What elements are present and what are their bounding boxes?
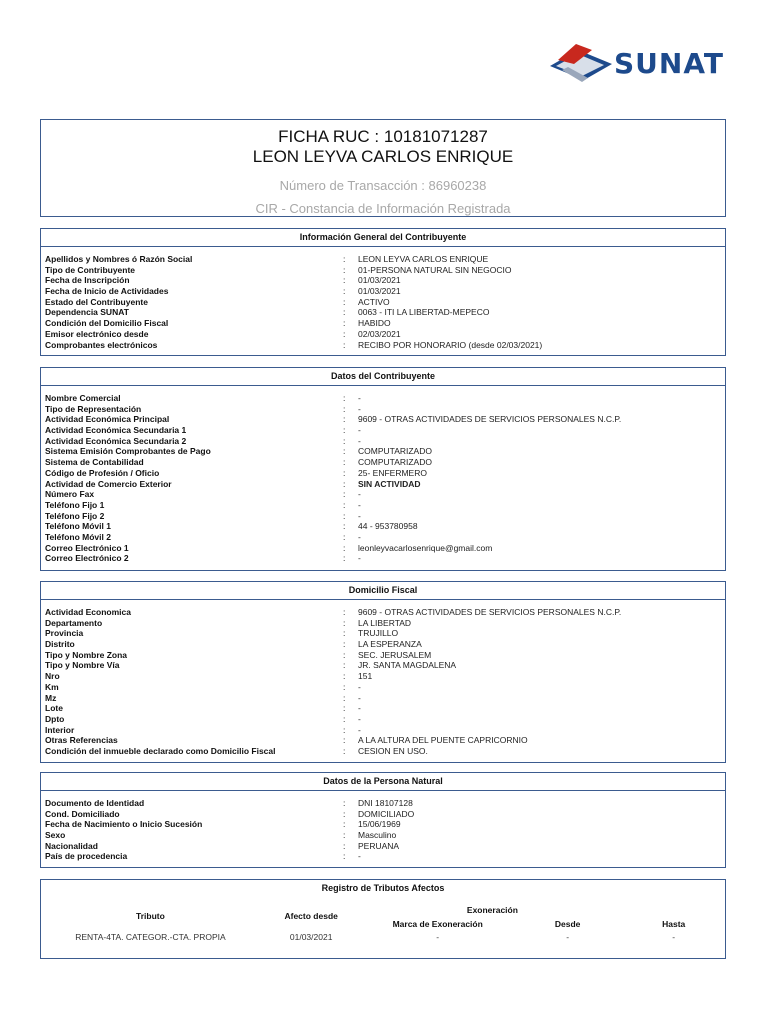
field-label: Sistema de Contabilidad (45, 457, 144, 468)
field-label: Fecha de Inscripción (45, 275, 130, 286)
field-label: Mz (45, 692, 57, 703)
field-label: Km (45, 681, 59, 692)
field-value: RECIBO POR HONORARIO (desde 02/03/2021) (358, 339, 543, 350)
field-separator: : (343, 254, 346, 264)
field-value: - (358, 531, 361, 542)
section-informacion-general (40, 228, 726, 356)
field-value: HABIDO (358, 318, 391, 329)
field-value: 01-PERSONA NATURAL SIN NEGOCIO (358, 264, 512, 275)
sunat-emblem-icon (548, 40, 614, 90)
col-header-marca-exoneracion: Marca de Exoneración (392, 919, 483, 929)
info-row (45, 682, 721, 693)
field-label: Teléfono Fijo 1 (45, 499, 105, 510)
field-separator: : (343, 414, 346, 425)
field-separator: : (343, 553, 346, 564)
field-label: Fecha de Inicio de Actividades (45, 286, 169, 297)
info-row (45, 830, 721, 841)
info-row (45, 318, 721, 329)
field-separator: : (343, 328, 346, 339)
field-separator: : (343, 264, 346, 275)
field-separator: : (343, 296, 346, 307)
field-label: Teléfono Móvil 1 (45, 521, 111, 532)
field-label: Actividad de Comercio Exterior (45, 478, 172, 489)
field-value: 02/03/2021 (358, 328, 401, 339)
field-value: CESION EN USO. (358, 745, 428, 756)
field-label: Comprobantes electrónicos (45, 339, 158, 350)
field-value: TRUJILLO (358, 628, 399, 639)
field-value: - (358, 724, 361, 735)
field-label: Cond. Domiciliado (45, 808, 120, 819)
field-separator: : (343, 735, 346, 746)
info-row (45, 798, 721, 809)
info-row (45, 265, 721, 276)
field-separator: : (343, 798, 346, 808)
col-header-hasta: Hasta (662, 919, 686, 929)
section-title: Domicilio Fiscal (41, 582, 725, 600)
ficha-header (40, 119, 726, 217)
field-separator: : (343, 713, 346, 724)
field-label: Distrito (45, 639, 75, 650)
info-row (45, 735, 721, 746)
field-separator: : (343, 393, 346, 403)
field-separator: : (343, 542, 346, 553)
info-row (45, 553, 721, 564)
field-value: - (358, 435, 361, 446)
info-row (45, 479, 721, 490)
col-header-desde: Desde (554, 919, 581, 929)
info-rows (41, 247, 725, 353)
field-separator: : (343, 307, 346, 318)
section-datos-contribuyente (40, 367, 726, 571)
field-value: A LA ALTURA DEL PUENTE CAPRICORNIO (358, 735, 528, 746)
info-row (45, 340, 721, 351)
info-row (45, 436, 721, 447)
field-separator: : (343, 339, 346, 350)
field-separator: : (343, 830, 346, 841)
field-separator: : (343, 692, 346, 703)
field-separator: : (343, 660, 346, 671)
field-value: JR. SANTA MAGDALENA (358, 660, 457, 671)
field-label: Actividad Económica Secundaria 2 (45, 435, 187, 446)
field-label: Número Fax (45, 489, 95, 500)
field-separator: : (343, 851, 346, 862)
field-value: leonleyvacarlosenrique@gmail.com (358, 542, 493, 553)
info-row (45, 500, 721, 511)
field-value: - (358, 489, 361, 500)
transaction-number: Número de Transacción : 86960238 (279, 178, 487, 193)
info-row (45, 307, 721, 318)
table-row (41, 929, 725, 945)
info-row (45, 819, 721, 830)
field-value: SEC. JERUSALEM (358, 649, 432, 660)
field-label: Emisor electrónico desde (45, 328, 149, 339)
field-separator: : (343, 499, 346, 510)
field-label: Provincia (45, 628, 84, 639)
field-value: - (358, 393, 361, 403)
field-label: Correo Electrónico 2 (45, 553, 129, 564)
field-separator: : (343, 489, 346, 500)
field-label: Actividad Económica Secundaria 1 (45, 425, 187, 436)
field-value: - (358, 403, 361, 414)
field-label: Tipo de Representación (45, 403, 142, 414)
section-title: Datos de la Persona Natural (41, 773, 725, 791)
field-label: Lote (45, 703, 63, 714)
info-row (45, 746, 721, 757)
cell-marca: - (436, 932, 440, 942)
info-row (45, 650, 721, 661)
field-separator: : (343, 510, 346, 521)
field-label: Apellidos y Nombres ó Razón Social (45, 254, 193, 264)
field-label: Interior (45, 724, 75, 735)
field-separator: : (343, 819, 346, 830)
field-label: Código de Profesión / Oficio (45, 467, 160, 478)
field-separator: : (343, 671, 346, 682)
field-label: Condición del inmueble declarado como Domicilio Fiscal (45, 745, 276, 756)
field-label: Documento de Identidad (45, 798, 145, 808)
info-rows (41, 600, 725, 760)
field-value: DNI 18107128 (358, 798, 413, 808)
field-separator: : (343, 425, 346, 436)
info-row (45, 671, 721, 682)
field-value: 44 - 953780958 (358, 521, 418, 532)
info-row (45, 297, 721, 308)
field-separator: : (343, 435, 346, 446)
info-row (45, 521, 721, 532)
info-row (45, 425, 721, 436)
field-label: Actividad Economica (45, 607, 131, 617)
field-value: 9609 - OTRAS ACTIVIDADES DE SERVICIOS PERSONALES N.C.P. (358, 414, 622, 425)
section-tributos-afectos (40, 879, 726, 959)
section-domicilio-fiscal (40, 581, 726, 763)
field-value: - (358, 499, 361, 510)
col-header-afecto-desde: Afecto desde (284, 911, 338, 921)
info-row (45, 329, 721, 340)
field-label: Dpto (45, 713, 65, 724)
field-value: Masculino (358, 830, 397, 841)
field-value: 01/03/2021 (358, 286, 401, 297)
info-row (45, 714, 721, 725)
cir-subtitle: CIR - Constancia de Información Registrada (255, 201, 511, 216)
field-label: Nro (45, 671, 60, 682)
field-label: Dependencia SUNAT (45, 307, 129, 318)
field-separator: : (343, 521, 346, 532)
field-separator: : (343, 840, 346, 851)
sunat-wordmark: SUNAT (614, 47, 724, 80)
field-label: Condición del Domicilio Fiscal (45, 318, 169, 329)
field-label: Nacionalidad (45, 840, 98, 851)
field-value: - (358, 851, 361, 862)
field-value: - (358, 553, 361, 564)
col-header-tributo: Tributo (136, 911, 165, 921)
info-row (45, 468, 721, 479)
field-separator: : (343, 703, 346, 714)
field-label: País de procedencia (45, 851, 128, 862)
field-value: 25- ENFERMERO (358, 467, 427, 478)
cell-desde: - (566, 932, 570, 942)
field-label: Teléfono Fijo 2 (45, 510, 105, 521)
field-separator: : (343, 607, 346, 617)
field-label: Sexo (45, 830, 66, 841)
info-row (45, 841, 721, 852)
section-title: Registro de Tributos Afectos (321, 883, 445, 893)
ficha-ruc-title: FICHA RUC : 10181071287 (278, 127, 488, 146)
field-separator: : (343, 617, 346, 628)
info-row (45, 628, 721, 639)
field-separator: : (343, 681, 346, 692)
field-value: 9609 - OTRAS ACTIVIDADES DE SERVICIOS PERSONALES N.C.P. (358, 607, 622, 617)
field-separator: : (343, 318, 346, 329)
field-value: DOMICILIADO (358, 808, 415, 819)
info-rows (41, 791, 725, 865)
section-persona-natural (40, 772, 726, 868)
info-row (45, 639, 721, 650)
field-value: - (358, 703, 361, 714)
field-value: SIN ACTIVIDAD (358, 478, 421, 489)
field-label: Fecha de Nacimiento o Inicio Sucesión (45, 819, 203, 830)
field-label: Tipo de Contribuyente (45, 264, 136, 275)
info-row (45, 693, 721, 704)
field-separator: : (343, 467, 346, 478)
info-row (45, 809, 721, 820)
section-title: Información General del Contribuyente (41, 229, 725, 247)
field-label: Teléfono Móvil 2 (45, 531, 111, 542)
field-separator: : (343, 745, 346, 756)
section-title: Datos del Contribuyente (41, 368, 725, 386)
info-row (45, 457, 721, 468)
info-row (45, 660, 721, 671)
field-label: Correo Electrónico 1 (45, 542, 129, 553)
info-row (45, 543, 721, 554)
tributos-table (41, 903, 725, 945)
field-label: Actividad Económica Principal (45, 414, 170, 425)
field-separator: : (343, 628, 346, 639)
info-row (45, 393, 721, 404)
field-value: COMPUTARIZADO (358, 446, 432, 457)
field-separator: : (343, 403, 346, 414)
field-separator: : (343, 531, 346, 542)
cell-hasta: - (672, 932, 676, 942)
field-label: Departamento (45, 617, 103, 628)
field-separator: : (343, 724, 346, 735)
field-label: Estado del Contribuyente (45, 296, 148, 307)
field-value: 15/06/1969 (358, 819, 401, 830)
field-label: Tipo y Nombre Vía (45, 660, 120, 671)
info-row (45, 532, 721, 543)
field-value: LA LIBERTAD (358, 617, 412, 628)
field-value: ACTIVO (358, 296, 390, 307)
info-row (45, 703, 721, 714)
field-separator: : (343, 286, 346, 297)
info-rows (41, 386, 725, 567)
field-value: - (358, 692, 361, 703)
field-separator: : (343, 457, 346, 468)
info-row (45, 725, 721, 736)
field-value: - (358, 510, 361, 521)
field-value: - (358, 681, 361, 692)
col-header-exoneracion: Exoneración (466, 905, 518, 915)
sunat-logo (548, 40, 724, 90)
field-label: Nombre Comercial (45, 393, 121, 403)
field-value: 01/03/2021 (358, 275, 401, 286)
field-value: 151 (358, 671, 373, 682)
field-value: PERUANA (358, 840, 400, 851)
cell-afecto-desde: 01/03/2021 (289, 932, 333, 942)
field-value: - (358, 713, 361, 724)
field-value: - (358, 425, 361, 436)
info-row (45, 489, 721, 500)
contribuyente-name: LEON LEYVA CARLOS ENRIQUE (252, 147, 514, 166)
field-separator: : (343, 649, 346, 660)
field-label: Otras Referencias (45, 735, 118, 746)
field-label: Tipo y Nombre Zona (45, 649, 128, 660)
info-row (45, 254, 721, 265)
field-separator: : (343, 275, 346, 286)
field-value: LEON LEYVA CARLOS ENRIQUE (358, 254, 489, 264)
info-row (45, 404, 721, 415)
field-value: 0063 - ITI LA LIBERTAD-MEPECO (358, 307, 490, 318)
field-separator: : (343, 446, 346, 457)
field-value: LA ESPERANZA (358, 639, 422, 650)
info-row (45, 607, 721, 618)
info-row (45, 414, 721, 425)
info-row (45, 511, 721, 522)
field-value: COMPUTARIZADO (358, 457, 432, 468)
cell-tributo: RENTA-4TA. CATEGOR.-CTA. PROPIA (75, 932, 226, 942)
field-label: Sistema Emisión Comprobantes de Pago (45, 446, 211, 457)
field-separator: : (343, 639, 346, 650)
field-separator: : (343, 808, 346, 819)
info-row (45, 286, 721, 297)
info-row (45, 618, 721, 629)
info-row (45, 446, 721, 457)
info-row (45, 275, 721, 286)
field-separator: : (343, 478, 346, 489)
info-row (45, 851, 721, 862)
